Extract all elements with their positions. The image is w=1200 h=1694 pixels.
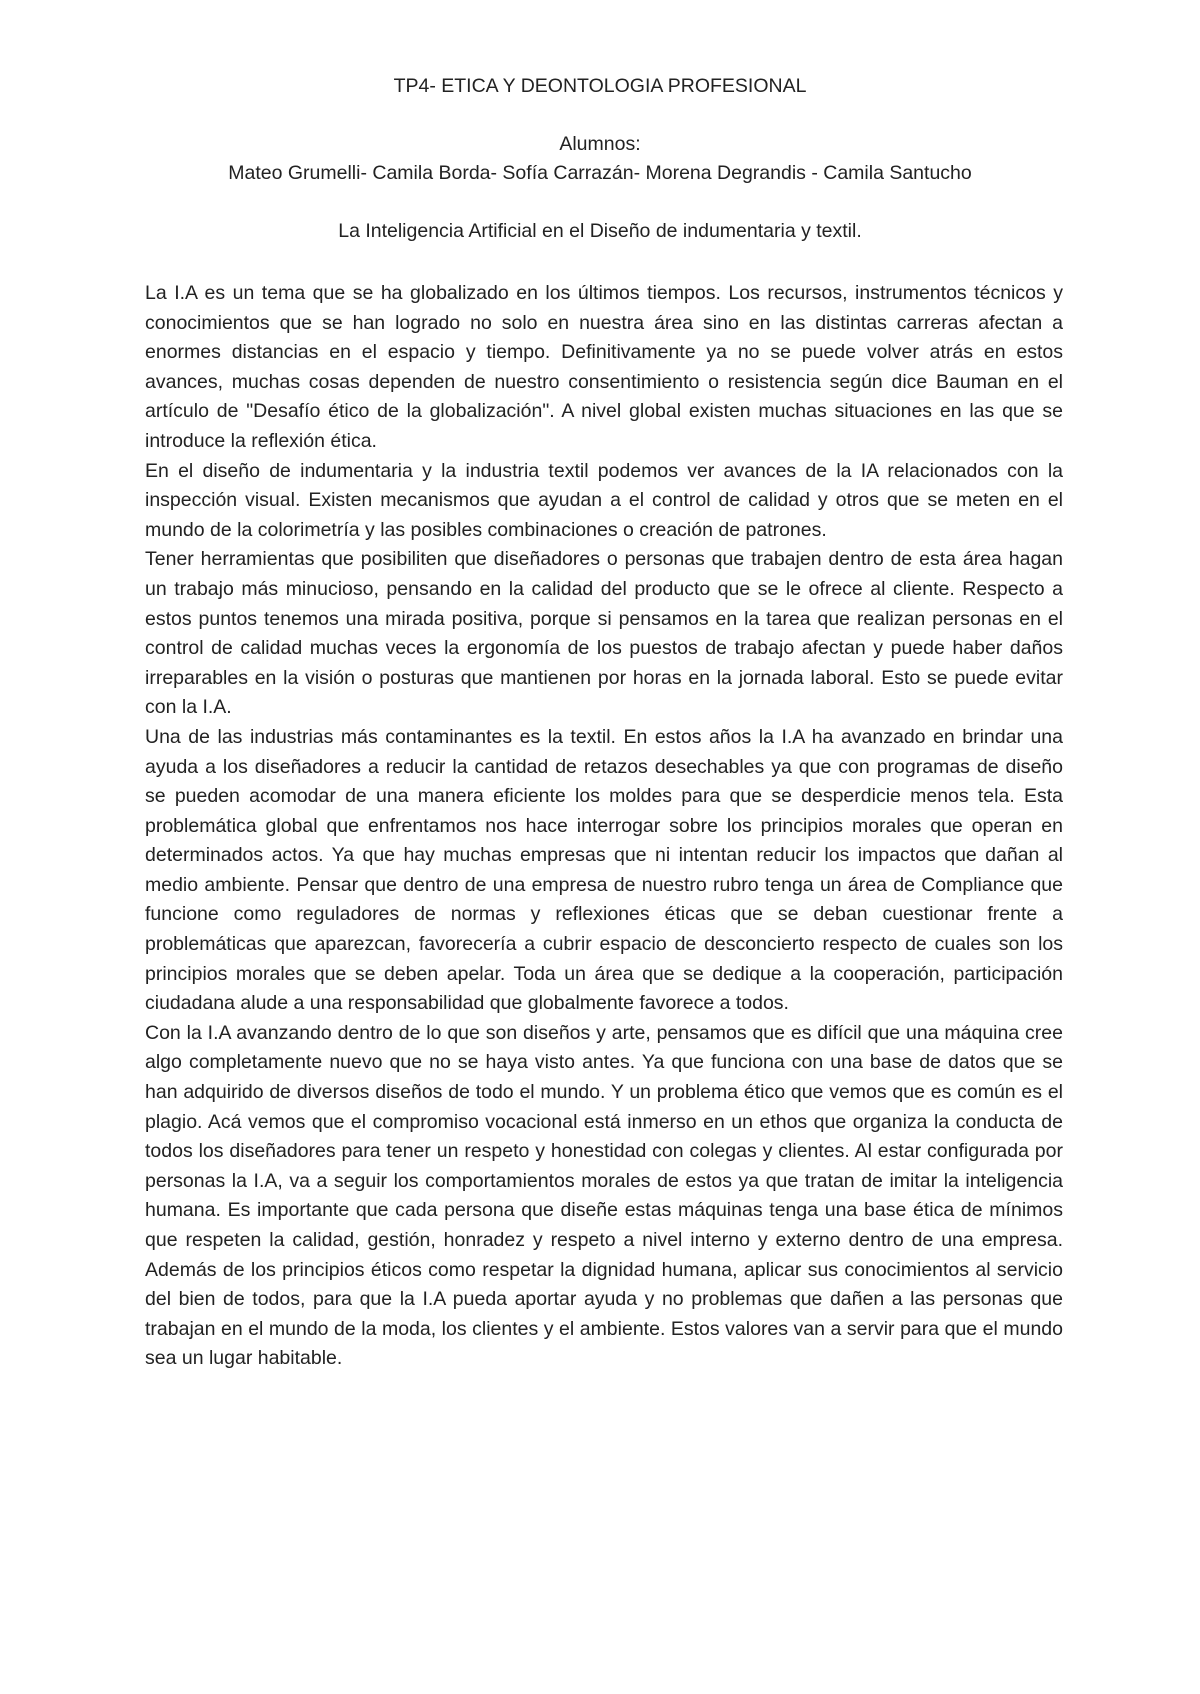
- students-names: Mateo Grumelli- Camila Borda- Sofía Carrazán- Morena Degrandis - Camila Santucho: [228, 162, 972, 184]
- paragraph: Con la I.A avanzando dentro de lo que son diseños y arte, pensamos que es difícil que una máquina cree algo completamente nuevo que no se haya visto antes. Ya que funciona con una base de datos que se han adquirido de diversos diseños de todo el mundo. Y un problema ético que vemos que es común es el plagio. Acá vemos que el compromiso vocacional está inmerso en un ethos que organiza la conducta de todos los diseñadores para tener un respeto y honestidad con colegas y clientes. Al estar configurada por personas la I.A, va a seguir los comportamientos morales de estos ya que tratan de imitar la inteligencia humana. Es importante que cada persona que diseñe estas máquinas tenga una base ética de mínimos que respeten la calidad, gestión, honradez y respeto a nivel interno y externo dentro de una empresa. Además de los principios éticos como respetar la dignidad humana, aplicar sus conocimientos al servicio del bien de todos, para que la I.A pueda aportar ayuda y no problemas que dañen a las personas que trabajan en el mundo de la moda, los clientes y el ambiente. Estos valores van a servir para que el mundo sea un lugar habitable.: [145, 1021, 1063, 1370]
- students-label: Alumnos:: [559, 133, 641, 155]
- paragraph: En el diseño de indumentaria y la industria textil podemos ver avances de la IA relacionados con la inspección visual. Existen mecanismos que ayudan a el control de calidad y otros que se meten en el mundo de la colorimetría y las posibles combinaciones o creación de patrones.: [145, 459, 1063, 541]
- paragraph: Una de las industrias más contaminantes es la textil. En estos años la I.A ha avanzado en brindar una ayuda a los diseñadores a reducir la cantidad de retazos desechables ya que con programas de diseño se pueden acomodar de una manera eficiente los moldes para que se desperdicie menos tela. Esta problemática global que enfrentamos nos hace interrogar sobre los principios morales que operan en determinados actos. Ya que hay muchas empresas que ni intentan reducir los impactos que dañan al medio ambiente. Pensar que dentro de una empresa de nuestro rubro tenga un área de Compliance que funcione como reguladores de normas y reflexiones éticas que se deban cuestionar frente a problemáticas que aparezcan, favorecería a cubrir espacio de desconcierto respecto de cuales son los principios morales que se deben apelar. Toda un área que se dedique a la cooperación, participación ciudadana alude a una responsabilidad que globalmente favorece a todos.: [145, 725, 1063, 1015]
- paragraph: Tener herramientas que posibiliten que diseñadores o personas que trabajen dentro de esta área hagan un trabajo más minucioso, pensando en la calidad del producto que se le ofrece al cliente. Respecto a estos puntos tenemos una mirada positiva, porque si pensamos en la tarea que realizan personas en el control de calidad muchas veces la ergonomía de los puestos de trabajo afectan y puede haber daños irreparables en la visión o posturas que mantienen por horas en la jornada laboral. Esto se puede evitar con la I.A.: [145, 548, 1063, 719]
- document-subtitle: La Inteligencia Artificial en el Diseño de indumentaria y textil.: [338, 220, 862, 242]
- document-body: [145, 279, 1063, 1374]
- paragraph: La I.A es un tema que se ha globalizado en los últimos tiempos. Los recursos, instrumentos técnicos y conocimientos que se han logrado no solo en nuestra área sino en las distintas carreras afectan a enormes distancias en el espacio y tiempo. Definitivamente ya no se puede volver atrás en estos avances, muchas cosas dependen de nuestro consentimiento o resistencia según dice Bauman en el artículo de "Desafío ético de la globalización". A nivel global existen muchas situaciones en las que se introduce la reflexión ética.: [145, 282, 1063, 452]
- document-header: [0, 72, 1200, 246]
- document-title: TP4- ETICA Y DEONTOLOGIA PROFESIONAL: [393, 75, 807, 97]
